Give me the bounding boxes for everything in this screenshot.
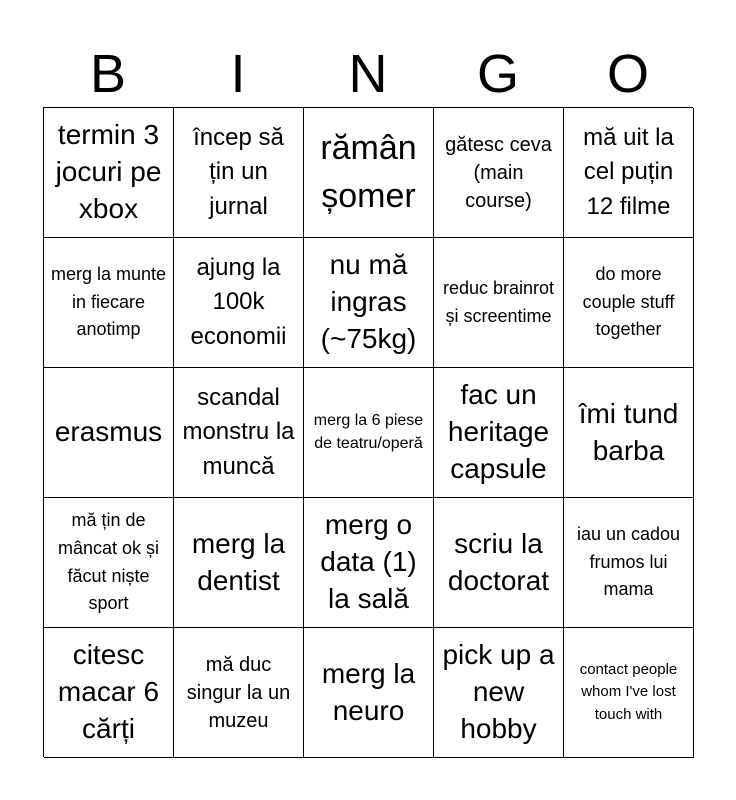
bingo-cell[interactable]: merg la neuro [304,628,434,758]
bingo-cell[interactable]: citesc macar 6 cărți [44,628,174,758]
bingo-cell[interactable]: mă țin de mâncat ok și făcut niște sport [44,498,174,628]
bingo-cell[interactable]: scandal monstru la muncă [174,368,304,498]
bingo-cell[interactable]: nu mă ingras (~75kg) [304,238,434,368]
bingo-cell[interactable]: merg la munte in fiecare anotimp [44,238,174,368]
bingo-cell[interactable]: reduc brainrot și screentime [434,238,564,368]
bingo-grid [43,107,693,757]
bingo-cell[interactable]: iau un cadou frumos lui mama [564,498,694,628]
header-letter-n: N [348,44,388,104]
bingo-cell[interactable]: mă duc singur la un muzeu [174,628,304,758]
bingo-header [43,40,693,108]
bingo-cell[interactable]: gătesc ceva (main course) [434,108,564,238]
header-letter-o: O [606,44,649,104]
header-letter-g: G [476,44,519,104]
bingo-cell[interactable]: merg la 6 piese de teatru/operă [304,368,434,498]
bingo-cell[interactable]: erasmus [44,368,174,498]
bingo-cell[interactable]: încep să țin un jurnal [174,108,304,238]
bingo-cell[interactable]: mă uit la cel puțin 12 filme [564,108,694,238]
header-letter-i: I [230,44,246,104]
bingo-cell[interactable]: scriu la doctorat [434,498,564,628]
header-letter-b: B [89,44,127,104]
bingo-cell[interactable]: contact people whom I've lost touch with [564,628,694,758]
bingo-cell[interactable]: rămân șomer [304,108,434,238]
bingo-cell[interactable]: merg o data (1) la sală [304,498,434,628]
bingo-cell[interactable]: do more couple stuff together [564,238,694,368]
bingo-cell[interactable]: merg la dentist [174,498,304,628]
bingo-cell[interactable]: pick up a new hobby [434,628,564,758]
bingo-cell[interactable]: termin 3 jocuri pe xbox [44,108,174,238]
bingo-cell[interactable]: îmi tund barba [564,368,694,498]
bingo-cell[interactable]: fac un heritage capsule [434,368,564,498]
bingo-cell[interactable]: ajung la 100k economii [174,238,304,368]
